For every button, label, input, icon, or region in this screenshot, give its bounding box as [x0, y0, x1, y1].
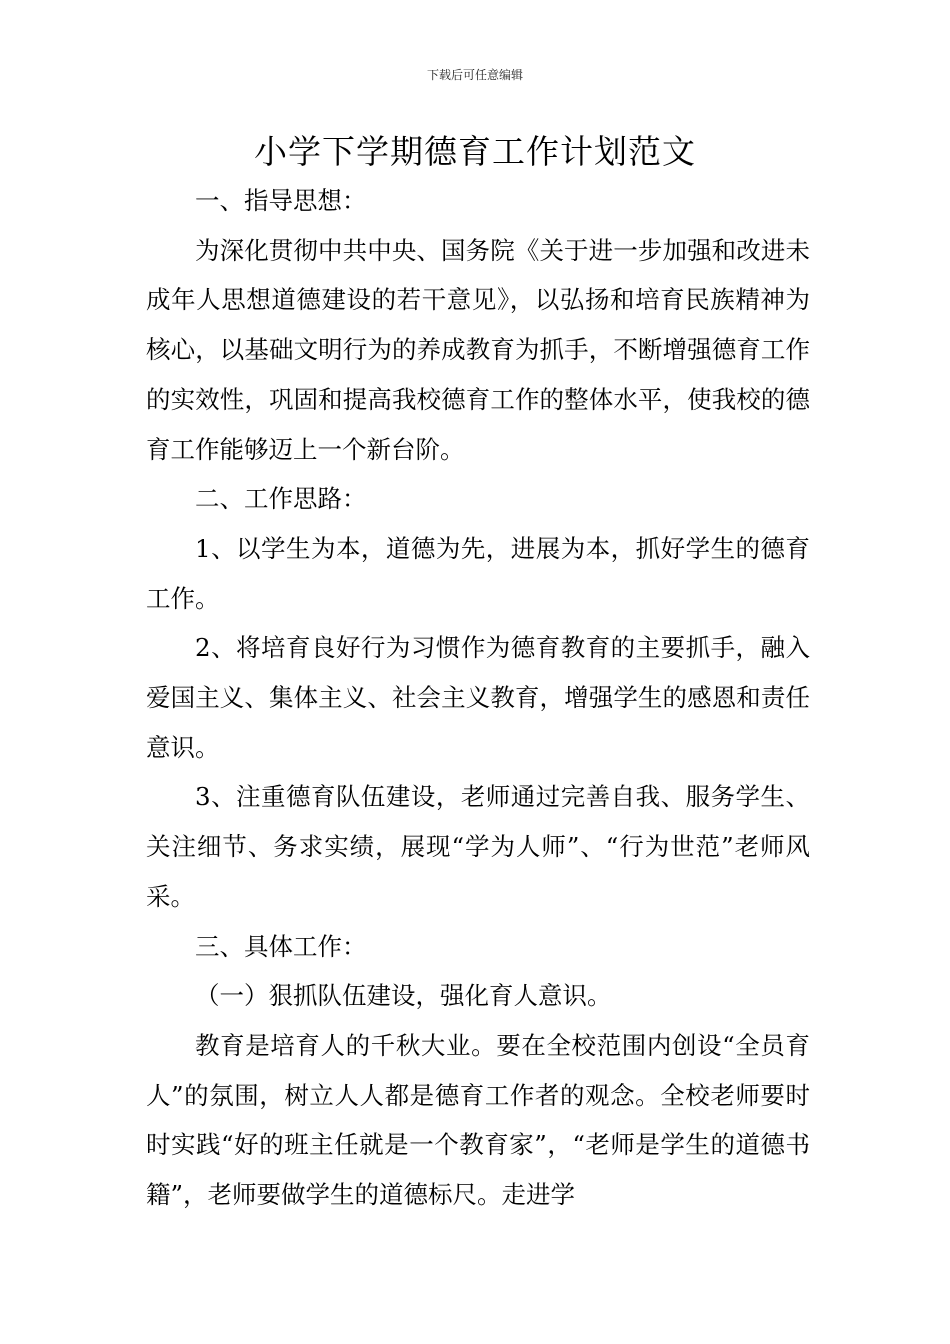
list-item-2: 2、将培育良好行为习惯作为德育教育的主要抓手，融入爱国主义、集体主义、社会主义教育，增强学生的感恩和责任意识。	[146, 633, 810, 762]
list-item-3: 3、注重德育队伍建设，老师通过完善自我、服务学生、关注细节、务求实绩，展现“学为人师”、“行为世范”老师风采。	[146, 782, 810, 911]
list-item-1: 1、以学生为本，道德为先，进展为本，抓好学生的德育工作。	[146, 533, 810, 613]
paragraph-education: 教育是培育人的千秋大业。要在全校范围内创设“全员育人”的氛围，树立人人都是德育工作者的观念。全校老师要时时实践“好的班主任就是一个教育家”，“老师是学生的道德书籍”，老师要做学生的道德标尺。走进学	[146, 1030, 810, 1210]
document-title: 小学下学期德育工作计划范文	[254, 132, 696, 171]
page-header-note: 下载后可任意编辑	[426, 68, 523, 82]
section-heading-1: 一、指导思想：	[195, 186, 367, 215]
section-heading-2: 二、工作思路：	[195, 484, 367, 514]
paragraph-guiding-thought: 为深化贯彻中共中央、国务院《关于进一步加强和改进未成年人思想道德建设的若干意见》，以弘扬和培育民族精神为核心，以基础文明行为的养成教育为抓手，不断增强德育工作的实效性，巩固和提高我校德育工作的整体水平，使我校的德育工作能够迈上一个新台阶。	[146, 235, 810, 464]
section-heading-3: 三、具体工作：	[195, 931, 367, 961]
document-body	[146, 176, 810, 1220]
subsection-heading-1: （一）狠抓队伍建设，强化育人意识。	[195, 981, 612, 1011]
